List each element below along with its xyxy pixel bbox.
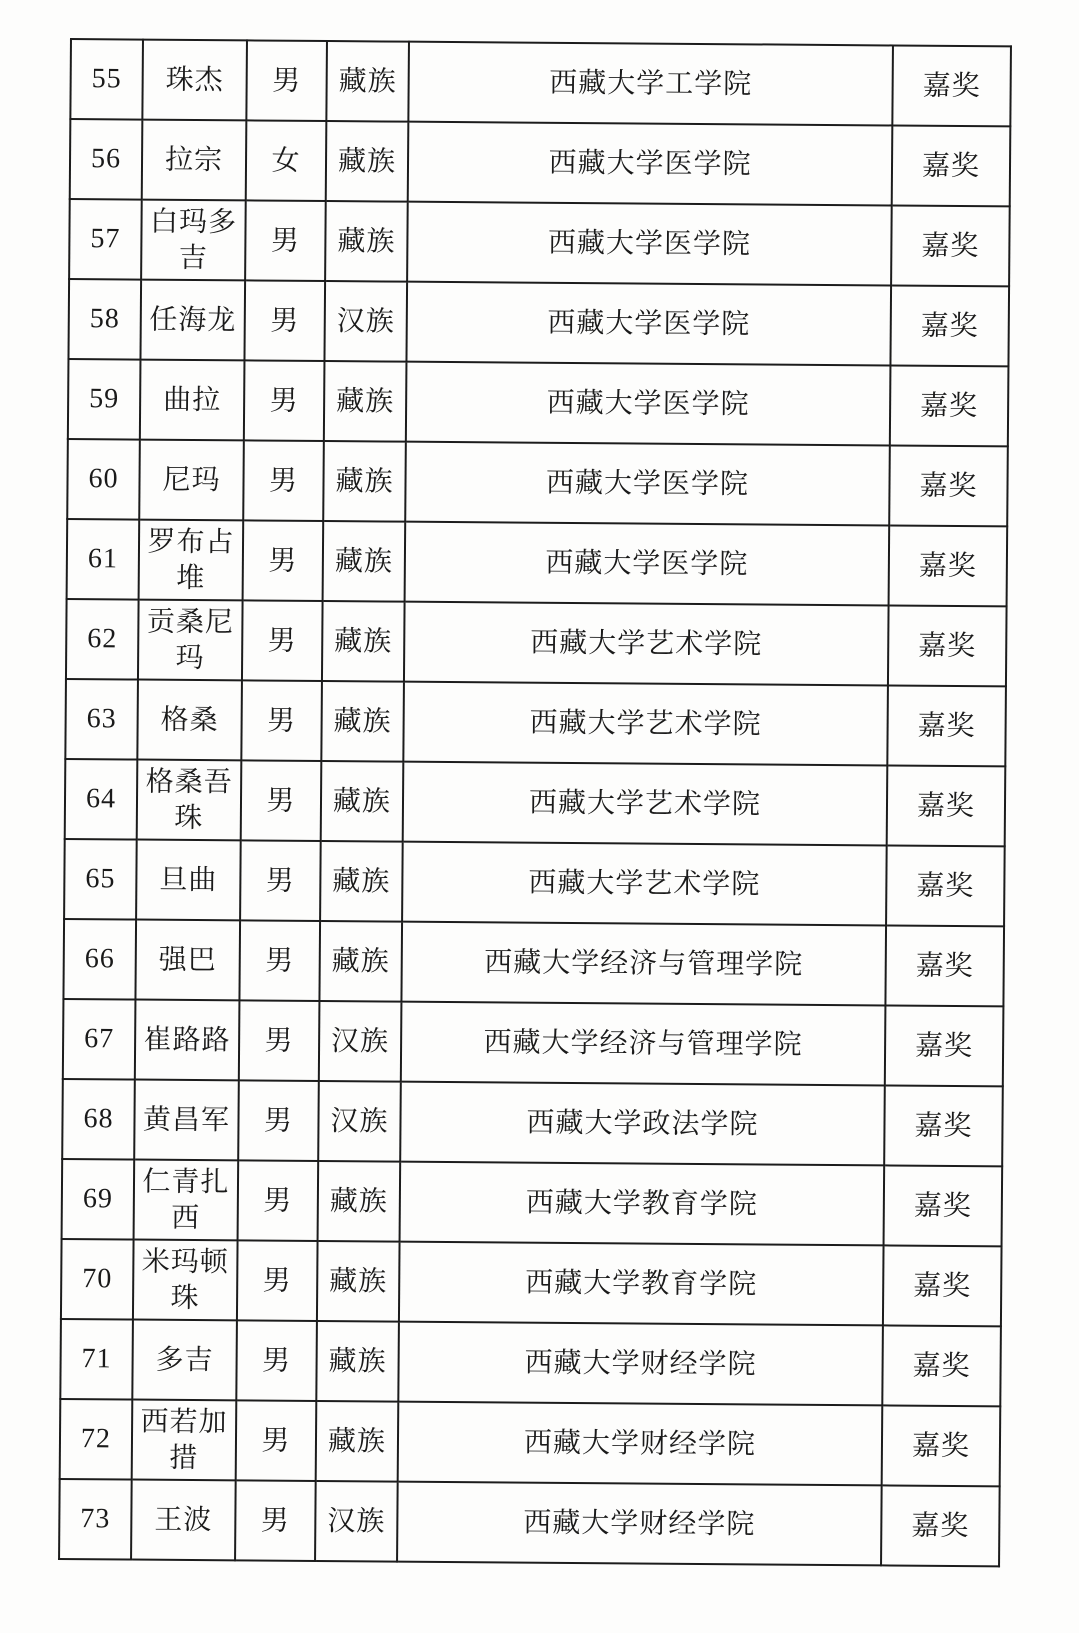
name-cell: 米玛顿珠 (133, 1240, 238, 1321)
name-cell: 黄昌军 (134, 1080, 239, 1161)
award-cell: 嘉奖 (892, 125, 1011, 206)
unit-cell: 西藏大学医学院 (406, 362, 891, 446)
ethnicity-cell: 藏族 (321, 761, 404, 842)
unit-cell: 西藏大学医学院 (408, 122, 893, 206)
table-row (70, 119, 1011, 206)
name-cell: 拉宗 (142, 120, 247, 201)
name-cell: 多吉 (132, 1320, 237, 1401)
ethnicity-cell: 藏族 (323, 441, 406, 522)
row-number-cell: 72 (60, 1399, 133, 1480)
gender-cell: 男 (240, 840, 321, 921)
table-row (69, 199, 1010, 286)
row-number-cell: 66 (63, 919, 136, 1000)
award-cell: 嘉奖 (884, 1165, 1003, 1246)
name-cell: 尼玛 (139, 440, 244, 521)
ethnicity-cell: 藏族 (318, 1161, 401, 1242)
row-number-cell: 65 (64, 839, 137, 920)
gender-cell: 男 (241, 760, 322, 841)
gender-cell: 男 (241, 680, 322, 761)
name-cell: 旦曲 (136, 840, 241, 921)
ethnicity-cell: 汉族 (319, 1001, 402, 1082)
name-cell: 仁青扎西 (134, 1160, 239, 1241)
table-row (66, 599, 1007, 686)
table-row (63, 999, 1004, 1086)
name-cell: 贡桑尼玛 (138, 600, 243, 681)
gender-cell: 男 (242, 600, 323, 681)
award-cell: 嘉奖 (885, 1005, 1004, 1086)
unit-cell: 西藏大学财经学院 (398, 1402, 883, 1486)
award-cell: 嘉奖 (887, 765, 1006, 846)
table-row (70, 39, 1011, 126)
table-row (60, 1319, 1001, 1406)
unit-cell: 西藏大学工学院 (408, 42, 893, 126)
name-cell: 强巴 (135, 920, 240, 1001)
award-cell: 嘉奖 (882, 1325, 1001, 1406)
row-number-cell: 69 (62, 1159, 135, 1240)
unit-cell: 西藏大学医学院 (405, 522, 890, 606)
ethnicity-cell: 藏族 (317, 1241, 400, 1322)
ethnicity-cell: 藏族 (324, 361, 407, 442)
unit-cell: 西藏大学艺术学院 (402, 842, 887, 926)
unit-cell: 西藏大学经济与管理学院 (401, 1002, 886, 1086)
table-row (62, 1079, 1003, 1166)
table-row (65, 679, 1006, 766)
table-row (67, 439, 1008, 526)
gender-cell: 男 (238, 1080, 319, 1161)
ethnicity-cell: 藏族 (326, 41, 409, 122)
award-cell: 嘉奖 (881, 1485, 1000, 1566)
row-number-cell: 61 (67, 519, 140, 600)
gender-cell: 男 (236, 1320, 317, 1401)
roster-body (59, 39, 1011, 1566)
award-cell: 嘉奖 (884, 1085, 1003, 1166)
table-row (60, 1399, 1001, 1486)
award-cell: 嘉奖 (889, 445, 1008, 526)
table-row (64, 839, 1005, 926)
row-number-cell: 67 (63, 999, 136, 1080)
name-cell: 崔路路 (135, 1000, 240, 1081)
row-number-cell: 57 (69, 199, 142, 280)
gender-cell: 男 (236, 1400, 317, 1481)
unit-cell: 西藏大学艺术学院 (403, 682, 888, 766)
table-row (65, 759, 1006, 846)
unit-cell: 西藏大学经济与管理学院 (401, 922, 886, 1006)
gender-cell: 男 (239, 920, 320, 1001)
award-cell: 嘉奖 (888, 605, 1007, 686)
table-row (67, 519, 1008, 606)
gender-cell: 男 (235, 1480, 316, 1561)
name-cell: 格桑 (137, 680, 242, 761)
gender-cell: 男 (246, 40, 327, 121)
row-number-cell: 73 (59, 1479, 132, 1560)
gender-cell: 男 (245, 200, 326, 281)
gender-cell: 女 (246, 120, 327, 201)
award-roster-table (58, 38, 1012, 1567)
award-cell: 嘉奖 (891, 205, 1010, 286)
unit-cell: 西藏大学财经学院 (397, 1482, 882, 1566)
table-row (61, 1239, 1002, 1326)
ethnicity-cell: 藏族 (316, 1321, 399, 1402)
gender-cell: 男 (243, 520, 324, 601)
table-row (62, 1159, 1003, 1246)
table-row (59, 1479, 1000, 1566)
unit-cell: 西藏大学财经学院 (398, 1322, 883, 1406)
row-number-cell: 58 (68, 279, 141, 360)
row-number-cell: 68 (62, 1079, 135, 1160)
table-row (63, 919, 1004, 1006)
award-cell: 嘉奖 (883, 1245, 1002, 1326)
award-cell: 嘉奖 (887, 685, 1006, 766)
ethnicity-cell: 藏族 (325, 201, 408, 282)
unit-cell: 西藏大学艺术学院 (404, 602, 889, 686)
name-cell: 罗布占堆 (139, 520, 244, 601)
gender-cell: 男 (244, 360, 325, 441)
award-cell: 嘉奖 (889, 525, 1008, 606)
ethnicity-cell: 汉族 (324, 281, 407, 362)
ethnicity-cell: 藏族 (320, 841, 403, 922)
name-cell: 格桑吾珠 (137, 760, 242, 841)
table-row (68, 279, 1009, 366)
gender-cell: 男 (243, 440, 324, 521)
award-cell: 嘉奖 (882, 1405, 1001, 1486)
row-number-cell: 70 (61, 1239, 134, 1320)
row-number-cell: 55 (70, 39, 143, 120)
table-row (68, 359, 1009, 446)
award-cell: 嘉奖 (890, 365, 1009, 446)
award-cell: 嘉奖 (886, 845, 1005, 926)
name-cell: 白玛多吉 (141, 200, 246, 281)
ethnicity-cell: 藏族 (323, 521, 406, 602)
unit-cell: 西藏大学教育学院 (399, 1242, 884, 1326)
ethnicity-cell: 汉族 (318, 1081, 401, 1162)
ethnicity-cell: 汉族 (315, 1481, 398, 1562)
unit-cell: 西藏大学医学院 (405, 442, 890, 526)
row-number-cell: 59 (68, 359, 141, 440)
ethnicity-cell: 藏族 (322, 601, 405, 682)
unit-cell: 西藏大学政法学院 (400, 1082, 885, 1166)
unit-cell: 西藏大学医学院 (406, 282, 891, 366)
gender-cell: 男 (239, 1000, 320, 1081)
row-number-cell: 64 (65, 759, 138, 840)
award-cell: 嘉奖 (890, 285, 1009, 366)
ethnicity-cell: 藏族 (326, 121, 409, 202)
gender-cell: 男 (237, 1240, 318, 1321)
row-number-cell: 63 (65, 679, 138, 760)
unit-cell: 西藏大学医学院 (407, 202, 892, 286)
name-cell: 珠杰 (142, 40, 247, 121)
name-cell: 曲拉 (140, 360, 245, 441)
gender-cell: 男 (238, 1160, 319, 1241)
name-cell: 任海龙 (140, 280, 245, 361)
row-number-cell: 62 (66, 599, 139, 680)
row-number-cell: 60 (67, 439, 140, 520)
row-number-cell: 56 (70, 119, 143, 200)
unit-cell: 西藏大学教育学院 (400, 1162, 885, 1246)
ethnicity-cell: 藏族 (319, 921, 402, 1002)
row-number-cell: 71 (60, 1319, 133, 1400)
ethnicity-cell: 藏族 (316, 1401, 399, 1482)
name-cell: 西若加措 (132, 1400, 237, 1481)
ethnicity-cell: 藏族 (321, 681, 404, 762)
name-cell: 王波 (131, 1480, 236, 1561)
award-cell: 嘉奖 (885, 925, 1004, 1006)
award-cell: 嘉奖 (892, 45, 1011, 126)
unit-cell: 西藏大学艺术学院 (403, 762, 888, 846)
gender-cell: 男 (244, 280, 325, 361)
